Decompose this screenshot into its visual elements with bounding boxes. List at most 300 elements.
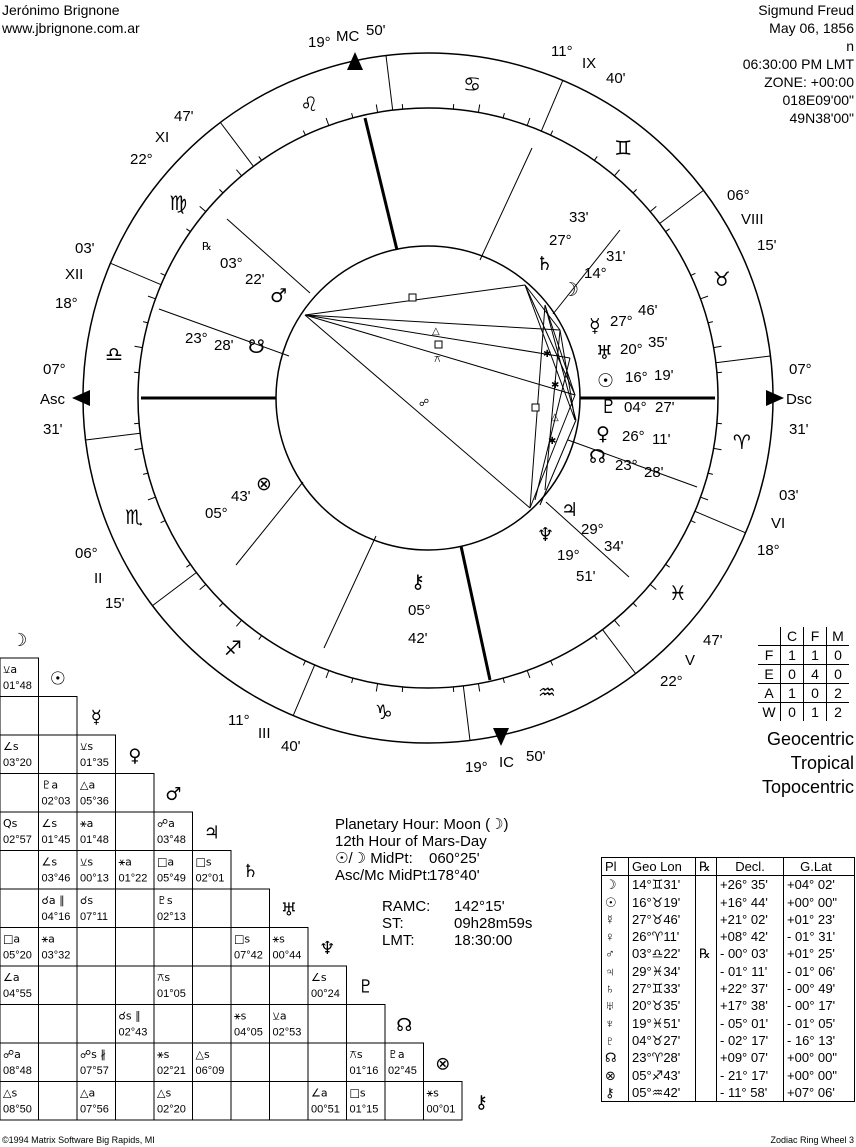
lmt-value: 18:30:00	[454, 932, 513, 949]
elements-value: 1	[781, 684, 804, 703]
aspect-grid-planet-icon: ⊗	[435, 1053, 451, 1075]
sun-degree: 16°	[625, 369, 648, 386]
zodiac-sign-icon: ♋	[463, 72, 482, 97]
position-latitude: - 01° 31'	[787, 929, 836, 945]
aspect-symbol: ∠s	[311, 971, 327, 984]
position-latitude: - 01° 06'	[787, 963, 836, 979]
mode-topocentric: Topocentric	[761, 777, 854, 797]
position-planet-icon: ☊	[602, 1049, 629, 1066]
ramc-label: RAMC:	[382, 898, 431, 915]
position-retro	[696, 980, 717, 997]
elements-row-label: F	[758, 646, 781, 665]
aspect-orb: 04°55	[3, 988, 32, 1000]
asc-mc-midpoint-value: 178°40'	[429, 867, 480, 884]
aspect-symbol: Qs	[3, 817, 18, 830]
venus-degree: 26°	[622, 428, 645, 445]
aspect-orb: 00°44	[272, 949, 302, 962]
neptune-icon: ♆	[537, 524, 555, 546]
jupiter-minute: 34'	[604, 538, 624, 555]
grid-cell	[0, 697, 39, 736]
saturn-icon: ♄	[536, 253, 554, 275]
author-site: www.jbrignone.com.ar	[2, 20, 140, 36]
mc-label: MC	[336, 28, 360, 45]
author-name: Jerónimo Brignone	[2, 2, 120, 18]
position-latitude: +00° 00"	[787, 894, 837, 910]
position-planet-icon: ⚷	[602, 1084, 629, 1101]
sun-moon-midpoint-label: ☉/☽ MidPt:	[335, 850, 413, 867]
aspect-symbol: ♇a	[388, 1048, 405, 1061]
elements-value: 1	[781, 646, 804, 665]
aspect-orb: 02°43	[118, 1026, 148, 1039]
position-latitude: - 01° 05'	[787, 1015, 836, 1031]
moon-icon: ☽	[562, 279, 580, 301]
aspect-symbol: ∠s	[3, 740, 19, 753]
mc-degree: 19°	[308, 34, 331, 51]
positions-row	[602, 1067, 854, 1084]
birth-date: May 06, 1856	[769, 20, 854, 36]
svg-text:△: △	[551, 412, 559, 423]
grid-cell	[231, 1082, 270, 1121]
grid-cell	[77, 928, 116, 967]
latitude: 49N38'00"	[789, 110, 854, 126]
element-mode-table	[758, 627, 849, 721]
positions-row	[602, 928, 854, 945]
position-declination: - 05° 01'	[717, 1015, 784, 1032]
aspect-orb: 03°32	[41, 949, 71, 962]
elements-header-m: M	[827, 627, 850, 646]
house-8-degree: 06°	[727, 187, 750, 204]
svg-text:△: △	[432, 326, 440, 337]
south-node-icon: ☋	[248, 336, 265, 358]
aspect-grid-planet-icon: ☊	[396, 1014, 413, 1036]
house-9-number: IX	[582, 55, 597, 72]
aspect-orb: 01°48	[80, 834, 109, 846]
position-longitude: 14°♊31'	[629, 876, 696, 893]
aspect-orb: 00°51	[311, 1103, 340, 1116]
sun-icon: ☉	[597, 370, 615, 392]
aspect-symbol: ⚻s	[157, 971, 171, 984]
aspect-orb: 01°45	[41, 834, 71, 846]
elements-value: 4	[804, 665, 827, 684]
aspect-grid-planet-icon: ☉	[49, 668, 66, 690]
position-longitude: 23°♈28'	[629, 1049, 696, 1066]
elements-row-label: E	[758, 665, 781, 684]
time-zone: ZONE: +00:00	[764, 74, 854, 90]
aspect-symbol: △a	[80, 778, 96, 792]
house-11-minute: 22°	[130, 151, 153, 168]
aspect-symbol: ⚹s	[157, 1048, 170, 1061]
house-11-number: XI	[155, 129, 170, 146]
svg-text:☍: ☍	[419, 398, 430, 409]
jupiter-icon: ♃	[561, 499, 579, 521]
position-longitude: 03°♎22'	[629, 945, 696, 962]
position-retro	[696, 911, 717, 928]
elements-value: 0	[827, 665, 850, 684]
grid-cell	[270, 1082, 309, 1121]
house-2-degree: 06°	[75, 545, 98, 562]
zodiac-sign-icon: ♑	[374, 699, 393, 724]
position-planet-icon: ♆	[602, 1015, 629, 1032]
asc-minute: 31'	[43, 421, 63, 438]
aspect-orb: 07°56	[80, 1103, 109, 1116]
grid-cell	[0, 851, 39, 890]
grid-cell	[154, 1005, 193, 1044]
position-planet-icon: ♇	[602, 1032, 629, 1049]
position-declination: +08° 42'	[717, 928, 784, 945]
aspect-symbol: ⚹s	[234, 1009, 247, 1023]
position-planet-icon: ♃	[602, 963, 629, 980]
position-longitude: 16°♉19'	[629, 894, 696, 911]
positions-row	[602, 963, 854, 980]
saturn-minute: 33'	[569, 209, 589, 226]
uranus-degree: 20°	[620, 341, 643, 358]
south-node-degree: 23°	[185, 330, 208, 347]
elements-value: 2	[827, 703, 850, 722]
aspect-grid-planet-icon: ♄	[242, 860, 259, 882]
positions-row	[602, 876, 854, 893]
aspect-symbol: ⚹s	[426, 1086, 439, 1100]
positions-row	[602, 894, 854, 911]
aspect-symbol: ⚻s	[349, 1048, 363, 1061]
aspect-orb: 03°48	[157, 834, 186, 846]
copyright: ©1994 Matrix Software Big Rapids, MI	[2, 1135, 155, 1145]
zodiac-sign-icon: ♌	[300, 92, 319, 117]
position-declination: +17° 38'	[717, 997, 784, 1014]
aspect-orb: 05°49	[157, 872, 186, 885]
house-5-degree: 47'	[703, 632, 723, 649]
north-node-minute: 28'	[644, 464, 664, 481]
house-11-degree: 47'	[174, 108, 194, 125]
grid-cell	[0, 889, 39, 928]
aspect-orb: 01°48	[3, 680, 32, 692]
grid-cell	[270, 1043, 309, 1082]
hour-of-day: 12th Hour of Mars-Day	[335, 833, 487, 850]
chart-style: Zodiac Ring Wheel 3	[770, 1135, 854, 1145]
aspect-symbol: ⚹a	[80, 817, 94, 830]
position-retro	[696, 1032, 717, 1049]
dsc-minute: 31'	[789, 421, 809, 438]
flag: n	[846, 38, 854, 54]
elements-value: 1	[804, 703, 827, 722]
position-declination: - 00° 03'	[717, 945, 784, 962]
position-planet-icon: ♀	[602, 928, 629, 945]
position-planet-icon: ☽	[602, 876, 629, 893]
house-2-number: II	[94, 570, 103, 587]
aspect-grid-planet-icon: ♆	[319, 937, 336, 959]
aspect-symbol: ☌a ∥	[41, 894, 65, 907]
aspect-symbol: △s	[195, 1048, 210, 1061]
pluto-degree: 04°	[624, 399, 647, 416]
positions-header-planet: Pl	[602, 858, 629, 875]
grid-cell	[193, 928, 232, 967]
aspect-grid-planet-icon: ♃	[203, 822, 220, 844]
position-declination: - 01° 11'	[717, 963, 784, 980]
aspect-symbol: ☍s ∦	[80, 1048, 106, 1061]
position-planet-icon: ☿	[602, 911, 629, 928]
aspect-symbol: ♇a	[41, 778, 59, 792]
position-retro	[696, 876, 717, 893]
grid-cell	[116, 1043, 155, 1082]
mode-tropical: Tropical	[790, 753, 854, 773]
house-3-number: III	[258, 725, 271, 742]
elements-value: 0	[827, 646, 850, 665]
position-longitude: 27°♊33'	[629, 980, 696, 997]
birth-time: 06:30:00 PM LMT	[742, 56, 854, 72]
dsc-degree: 07°	[789, 361, 812, 378]
pluto-icon: ♇	[600, 396, 618, 418]
aspect-orb: 04°16	[41, 911, 71, 923]
position-planet-icon: ♅	[602, 997, 629, 1014]
aspect-grid-planet-icon: ☿	[90, 706, 102, 728]
aspect-orb: 07°57	[80, 1065, 109, 1077]
aspect-symbol: ∠a	[3, 971, 20, 984]
position-retro	[696, 894, 717, 911]
house-8-number: VIII	[741, 211, 764, 228]
position-longitude: 27°♉46'	[629, 911, 696, 928]
position-latitude: - 00° 17'	[787, 998, 836, 1014]
aspect-orb: 01°15	[349, 1103, 379, 1116]
aspect-grid-planet-icon: ♇	[357, 976, 374, 998]
position-latitude: +00° 00"	[787, 1067, 837, 1083]
position-retro	[696, 1049, 717, 1066]
aspect-symbol: ☌s	[80, 894, 94, 907]
grid-cell	[39, 1082, 78, 1121]
aspect-orb: 02°13	[157, 911, 186, 923]
grid-cell	[116, 928, 155, 967]
mode-geocentric: Geocentric	[766, 729, 854, 749]
aspect-symbol: ⚺a	[3, 663, 18, 676]
aspect-symbol: □s	[195, 855, 212, 869]
planetary-hour: Planetary Hour: Moon (☽)	[335, 816, 509, 833]
saturn-degree: 27°	[549, 232, 572, 249]
elements-value: 2	[827, 684, 850, 703]
position-longitude: 29°♓34'	[629, 963, 696, 980]
elements-header-f: F	[804, 627, 827, 646]
grid-cell	[308, 1043, 347, 1082]
position-longitude: 04°♉27'	[629, 1032, 696, 1049]
position-latitude: +01° 25'	[787, 946, 835, 962]
grid-cell	[116, 889, 155, 928]
ic-degree: 19°	[465, 759, 488, 776]
elements-row-label: W	[758, 703, 781, 722]
jupiter-degree: 29°	[581, 521, 604, 538]
aspect-orb: 05°36	[80, 795, 109, 808]
grid-cell	[193, 966, 232, 1005]
grid-cell	[39, 697, 78, 736]
position-retro	[696, 963, 717, 980]
house-2-minute: 15'	[105, 595, 125, 612]
ramc-value: 142°15'	[454, 898, 505, 915]
position-retro	[696, 1084, 717, 1101]
aspect-symbol: ♇s	[157, 894, 173, 907]
mars-retro-icon: ℞	[202, 240, 212, 253]
position-longitude: 05°♐43'	[629, 1067, 696, 1084]
part-of-fortune-icon: ⊗	[256, 473, 272, 495]
sun-moon-midpoint-value: 060°25'	[429, 850, 480, 867]
part-of-fortune-minute: 43'	[231, 488, 251, 505]
grid-cell	[231, 1043, 270, 1082]
st-label: ST:	[382, 915, 404, 932]
position-longitude: 19°♓51'	[629, 1015, 696, 1032]
positions-header-lon: Geo Lon	[629, 858, 696, 875]
grid-cell	[116, 966, 155, 1005]
neptune-minute: 51'	[576, 568, 596, 585]
house-5-minute: 22°	[660, 673, 683, 690]
aspect-symbol: ⚺s	[80, 855, 94, 869]
position-retro	[696, 1015, 717, 1032]
house-8-minute: 15'	[757, 237, 777, 254]
asc-degree: 07°	[43, 361, 66, 378]
mars-icon: ♂	[270, 285, 288, 307]
elements-value: 0	[781, 665, 804, 684]
positions-row	[602, 1032, 854, 1049]
grid-cell	[0, 774, 39, 813]
positions-header-decl: Decl.	[717, 858, 784, 875]
aspect-symbol: ∠s	[41, 855, 58, 869]
positions-row	[602, 980, 854, 997]
position-planet-icon: ♄	[602, 980, 629, 997]
aspect-grid-planet-icon: ☽	[11, 629, 28, 651]
aspect-symbol: □a	[157, 855, 175, 869]
longitude: 018E09'00"	[782, 92, 854, 108]
grid-cell	[308, 1005, 347, 1044]
house-3-degree: 11°	[228, 712, 250, 729]
grid-cell	[116, 812, 155, 851]
sun-minute: 19'	[654, 367, 674, 384]
aspect-symbol: ⚹a	[118, 855, 132, 869]
house-6-number: VI	[771, 515, 786, 532]
aspect-orb: 01°22	[118, 872, 148, 885]
ic-minute: 50'	[526, 748, 546, 765]
zodiac-sign-icon: ♓	[668, 581, 687, 606]
aspect-orb: 02°21	[157, 1065, 186, 1077]
chiron-degree: 05°	[408, 602, 431, 619]
grid-cell	[116, 1082, 155, 1121]
grid-cell	[39, 966, 78, 1005]
moon-minute: 31'	[606, 248, 626, 265]
position-declination: - 11° 58'	[717, 1084, 784, 1101]
uranus-icon: ♅	[596, 342, 614, 364]
position-declination: +21° 02'	[717, 911, 784, 928]
grid-cell	[0, 1005, 39, 1044]
grid-cell	[39, 735, 78, 774]
position-declination: - 02° 17'	[717, 1032, 784, 1049]
position-declination: +09° 07'	[717, 1049, 784, 1066]
neptune-degree: 19°	[557, 547, 580, 564]
position-declination: +26° 35'	[717, 876, 784, 893]
uranus-minute: 35'	[648, 334, 668, 351]
aspect-symbol: ⚺s	[80, 740, 94, 753]
aspect-orb: 02°20	[157, 1103, 186, 1116]
grid-cell	[154, 928, 193, 967]
position-latitude: +07° 06'	[787, 1084, 835, 1100]
aspect-orb: 03°20	[3, 757, 32, 769]
st-value: 09h28m59s	[454, 915, 533, 932]
aspect-orb: 02°01	[195, 872, 225, 885]
aspect-orb: 05°20	[3, 949, 32, 962]
grid-cell	[39, 1043, 78, 1082]
aspect-grid-planet-icon: ♀	[128, 745, 142, 767]
elements-value: 0	[804, 684, 827, 703]
grid-cell	[193, 1082, 232, 1121]
grid-cell	[270, 966, 309, 1005]
house-3-minute: 40'	[281, 738, 301, 755]
aspect-orb: 02°53	[272, 1026, 302, 1039]
mercury-minute: 46'	[638, 302, 658, 319]
mars-degree: 03°	[220, 255, 243, 272]
grid-cell	[231, 889, 270, 928]
aspect-symbol: ∠s	[41, 817, 58, 830]
ic-label: IC	[499, 754, 514, 771]
positions-header-retro: ℞	[696, 858, 717, 875]
part-of-fortune-degree: 05°	[205, 505, 228, 522]
grid-cell	[231, 966, 270, 1005]
aspect-symbol: ☌s ∥	[118, 1009, 141, 1023]
aspect-symbol: ☍a	[157, 817, 175, 830]
house-6-degree: 03'	[779, 487, 799, 504]
grid-cell	[116, 774, 155, 813]
elements-row-label: A	[758, 684, 781, 703]
aspect-symbol: ⚹a	[41, 932, 55, 946]
mercury-degree: 27°	[610, 313, 633, 330]
house-9-degree: 11°	[551, 43, 573, 60]
zodiac-sign-icon: ♉	[712, 267, 731, 292]
aspect-orb: 02°45	[388, 1065, 417, 1077]
position-retro	[696, 1067, 717, 1084]
aspect-orb: 08°48	[3, 1065, 32, 1077]
position-latitude: - 16° 13'	[787, 1032, 836, 1048]
aspect-grid-planet-icon: ♂	[165, 783, 182, 805]
aspect-orb: 07°11	[80, 911, 109, 923]
aspect-orb: 00°24	[311, 988, 340, 1000]
aspect-symbol: ∠a	[311, 1086, 328, 1100]
mc-minute: 50'	[366, 22, 386, 39]
dsc-label: Dsc	[786, 391, 812, 408]
aspect-symbol: □s	[349, 1086, 366, 1100]
subject-name: Sigmund Freud	[758, 2, 854, 18]
zodiac-sign-icon: ♍	[169, 190, 188, 215]
aspect-orb: 04°05	[234, 1026, 263, 1039]
house-12-number: XII	[65, 266, 84, 283]
aspect-grid-planet-icon: ⚷	[474, 1091, 488, 1113]
aspect-orb: 01°05	[157, 988, 186, 1000]
svg-text:✱: ✱	[543, 349, 552, 360]
planet-positions-table	[601, 857, 855, 1102]
position-planet-icon: ☉	[602, 894, 629, 911]
grid-cell	[39, 1005, 78, 1044]
svg-text:✱: ✱	[551, 380, 560, 391]
elements-header-c: C	[781, 627, 804, 646]
position-longitude: 20°♉35'	[629, 997, 696, 1014]
north-node-icon: ☊	[589, 446, 606, 468]
grid-cell	[77, 966, 116, 1005]
aspect-symbol: ☍a	[3, 1048, 21, 1061]
grid-cell	[77, 1005, 116, 1044]
grid-cell	[193, 889, 232, 928]
pluto-minute: 27'	[655, 399, 675, 416]
position-retro	[696, 997, 717, 1014]
zodiac-sign-icon: ♐	[223, 635, 242, 660]
chiron-minute: 42'	[408, 630, 428, 647]
aspect-orb: 00°01	[426, 1103, 456, 1116]
aspect-orb: 02°57	[3, 834, 32, 846]
position-planet-icon: ♂	[602, 945, 629, 962]
aspect-orb: 01°16	[349, 1065, 379, 1077]
aspect-orb: 06°09	[195, 1065, 225, 1077]
position-declination: +22° 37'	[717, 980, 784, 997]
positions-row	[602, 911, 854, 928]
north-node-degree: 23°	[615, 457, 638, 474]
